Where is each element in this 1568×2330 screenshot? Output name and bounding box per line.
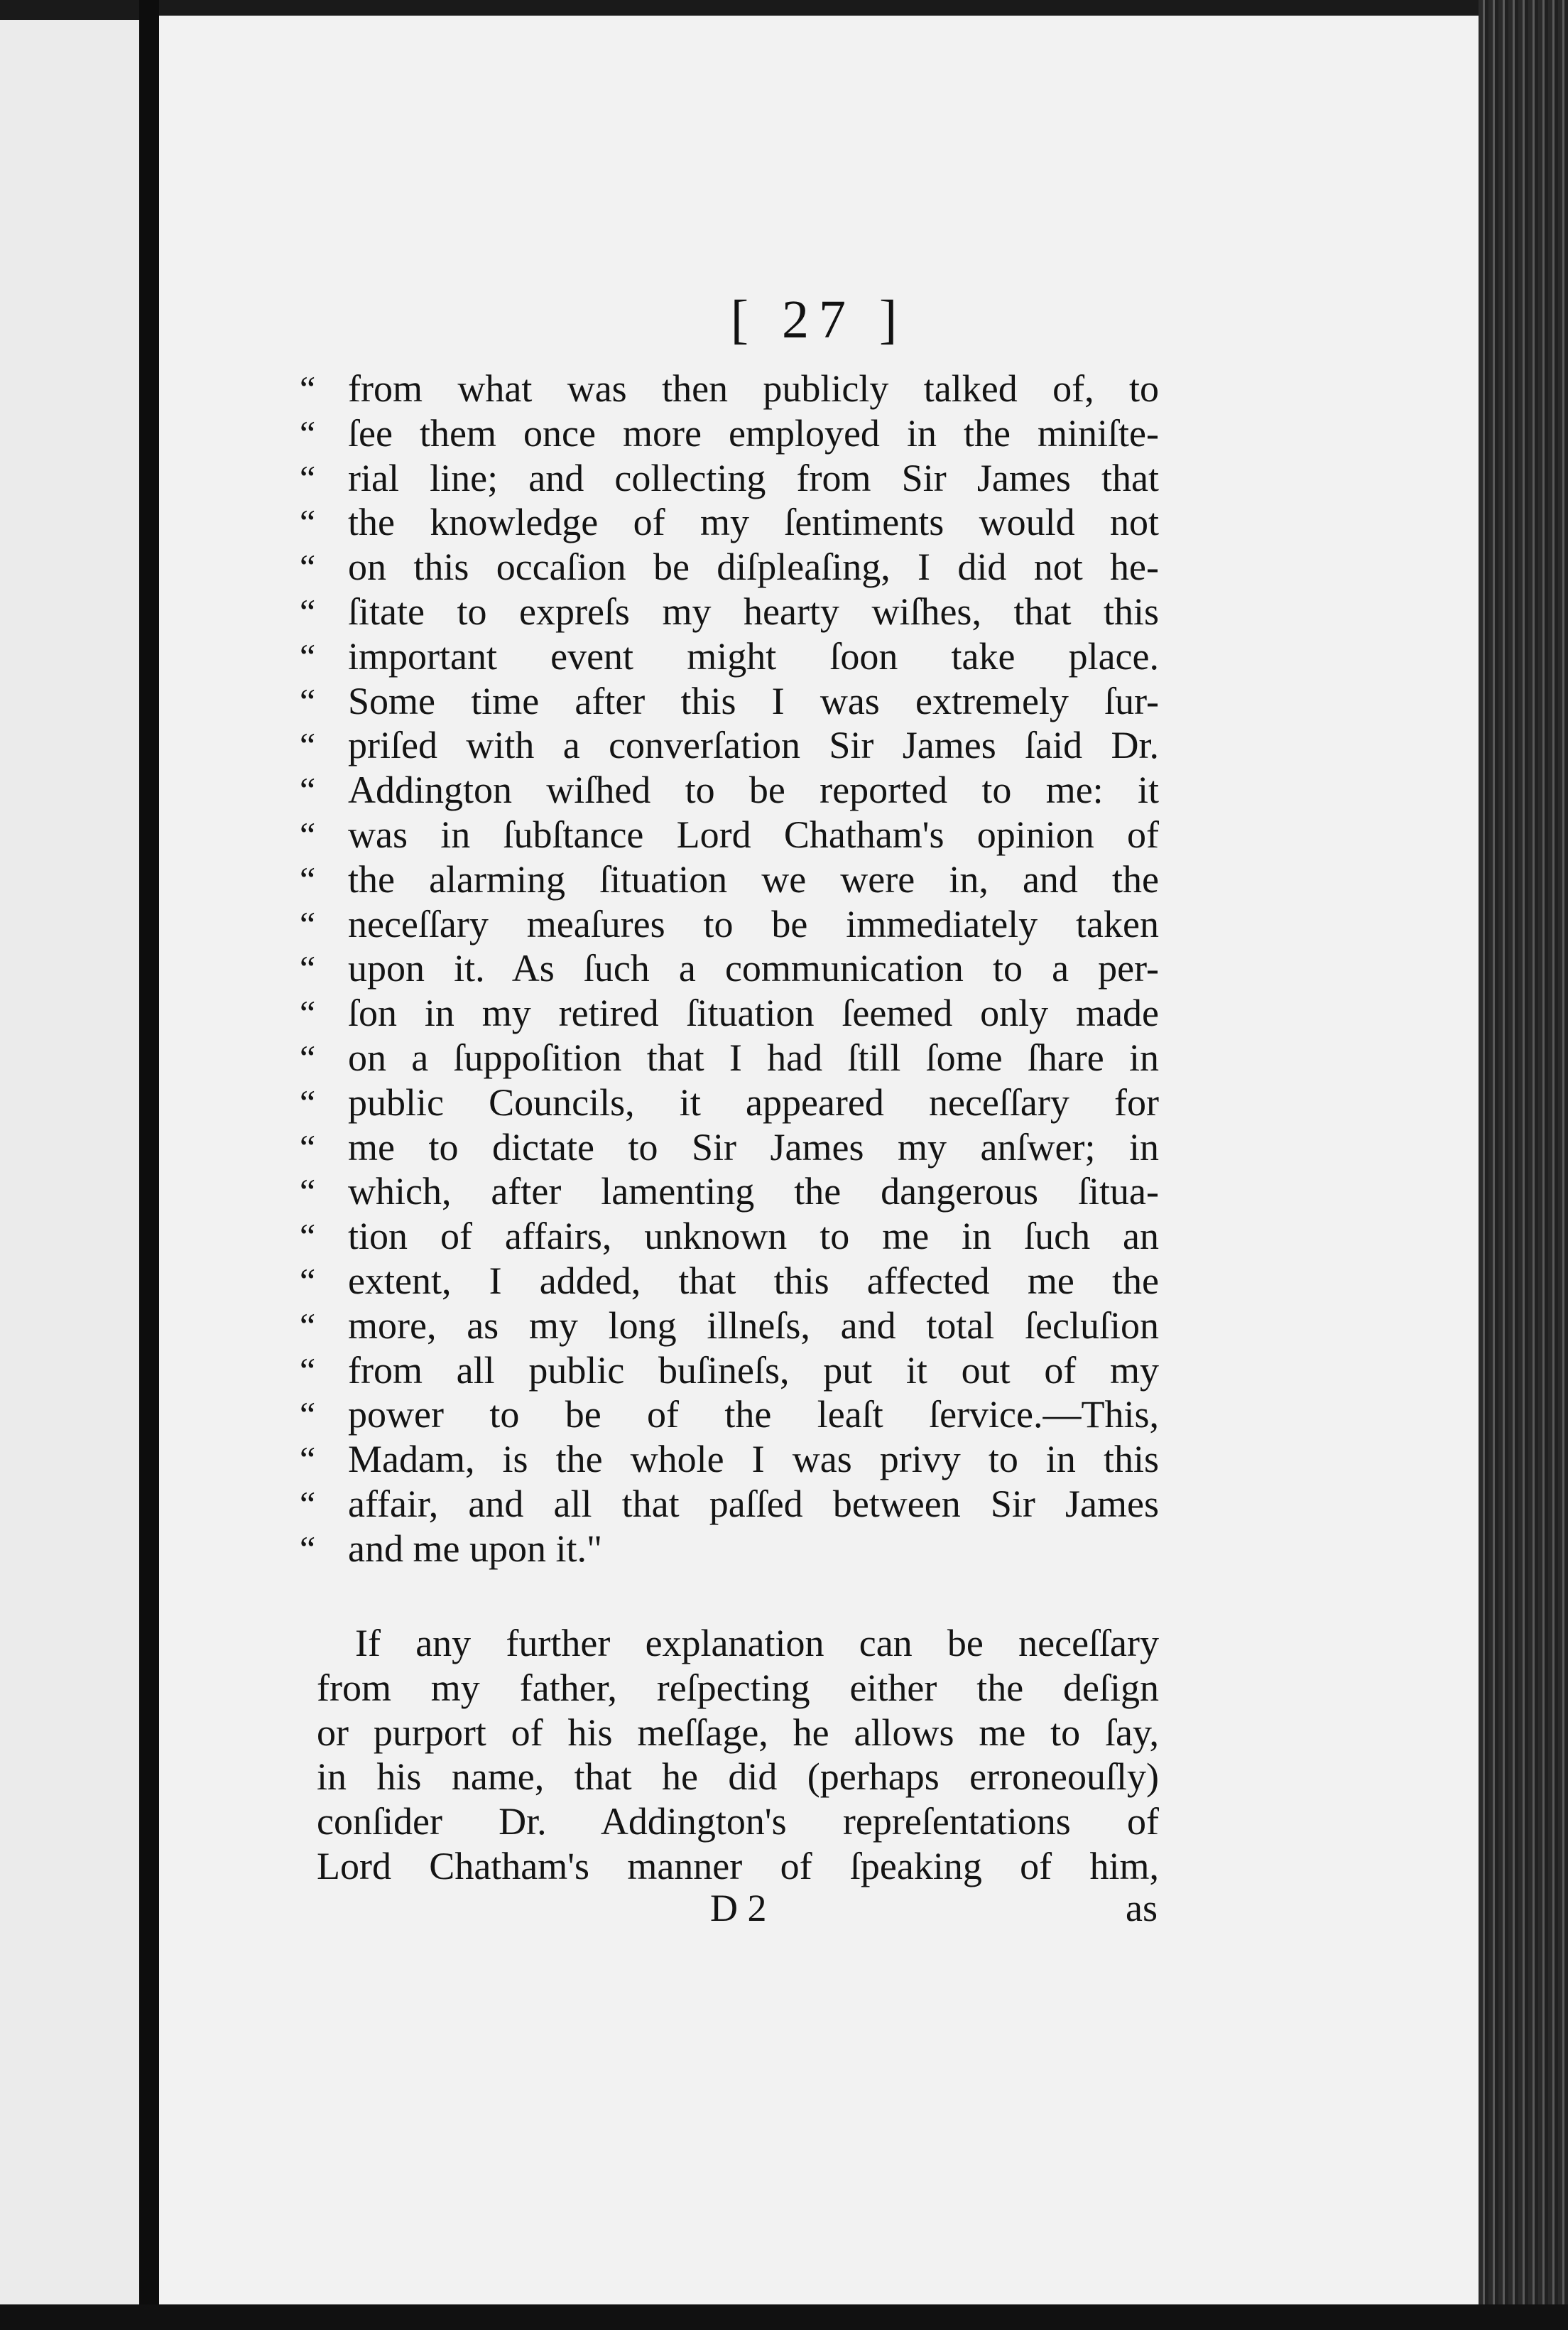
quote-mark: “ <box>300 1394 316 1434</box>
text-line: rial line; and collecting from Sir James that <box>348 457 1159 499</box>
text-line: on a ſuppoſition that I had ſtill ſome ſhare in <box>348 1036 1159 1079</box>
text-line: extent, I added, that this affected me the <box>348 1259 1159 1302</box>
text-line: upon it. As ſuch a communication to a per- <box>348 947 1159 990</box>
text-line: the knowledge of my ſentiments would not <box>348 501 1159 543</box>
quote-mark: “ <box>300 770 316 810</box>
text-line: ſon in my retired ſituation ſeemed only made <box>348 992 1159 1034</box>
text-line: more, as my long illneſs, and total ſecluſion <box>348 1304 1159 1347</box>
text-line: Addington wiſhed to be reported to me: it <box>348 769 1159 811</box>
text-line: from all public buſineſs, put it out of my <box>348 1349 1159 1392</box>
quote-mark: “ <box>300 1171 316 1211</box>
text-line: from what was then publicly talked of, to <box>348 367 1159 410</box>
quote-mark: “ <box>300 1216 316 1256</box>
text-line: the alarming ſituation we were in, and the <box>348 858 1159 901</box>
quote-mark: “ <box>300 993 316 1033</box>
text-line: tion of affairs, unknown to me in ſuch an <box>348 1215 1159 1257</box>
quote-mark: “ <box>300 948 316 988</box>
quote-mark: “ <box>300 904 316 944</box>
quote-mark: “ <box>300 369 316 408</box>
quote-mark: “ <box>300 502 316 542</box>
quote-mark: “ <box>300 860 316 899</box>
text-line: on this occaſion be diſpleaſing, I did not he- <box>348 546 1159 588</box>
text-line: affair, and all that paſſed between Sir James <box>348 1483 1159 1525</box>
quote-mark: “ <box>300 1529 316 1568</box>
signature-mark: D 2 <box>710 1887 767 1929</box>
text-line: ſee them once more employed in the miniſte- <box>348 412 1159 455</box>
quote-mark: “ <box>300 413 316 453</box>
text-line: public Councils, it appeared neceſſary for <box>348 1081 1159 1124</box>
quote-mark: “ <box>300 1484 316 1524</box>
page-number: [ 27 ] <box>730 290 908 350</box>
text-line: important event might ſoon take place. <box>348 635 1159 678</box>
text-line: priſed with a converſation Sir James ſaid Dr. <box>348 724 1159 766</box>
text-line: If any further explanation can be neceſſary <box>355 1622 1159 1664</box>
quote-mark: “ <box>300 1038 316 1078</box>
quote-mark: “ <box>300 681 316 721</box>
text-line: was in ſubſtance Lord Chatham's opinion of <box>348 813 1159 856</box>
quote-mark: “ <box>300 547 316 587</box>
quote-mark: “ <box>300 592 316 632</box>
quote-mark: “ <box>300 458 316 498</box>
quote-mark: “ <box>300 1083 316 1122</box>
text-line: from my father, reſpecting either the deſign <box>317 1667 1159 1709</box>
text-line: me to dictate to Sir James my anſwer; in <box>348 1126 1159 1169</box>
text-line: or purport of his meſſage, he allows me to ſay, <box>317 1711 1159 1754</box>
quote-mark: “ <box>300 636 316 676</box>
quote-mark: “ <box>300 1261 316 1301</box>
quote-mark: “ <box>300 815 316 855</box>
text-line: and me upon it." <box>348 1527 602 1570</box>
quote-mark: “ <box>300 1306 316 1345</box>
text-line: which, after lamenting the dangerous ſitua- <box>348 1170 1159 1213</box>
text-line: power to be of the leaſt ſervice.—This, <box>348 1393 1159 1436</box>
text-line: ſitate to expreſs my hearty wiſhes, that this <box>348 590 1159 633</box>
quote-mark: “ <box>300 725 316 765</box>
catchword: as <box>1126 1887 1158 1929</box>
text-line: neceſſary meaſures to be immediately taken <box>348 903 1159 945</box>
text-line: conſider Dr. Addington's repreſentations of <box>317 1800 1159 1843</box>
text-line: Some time after this I was extremely ſur- <box>348 680 1159 722</box>
text-line: Madam, is the whole I was privy to in this <box>348 1438 1159 1480</box>
quote-mark: “ <box>300 1439 316 1479</box>
quote-mark: “ <box>300 1350 316 1390</box>
text-line: in his name, that he did (perhaps erroneouſly) <box>317 1755 1159 1798</box>
quote-mark: “ <box>300 1127 316 1167</box>
text-line: Lord Chatham's manner of ſpeaking of him, <box>317 1845 1159 1887</box>
